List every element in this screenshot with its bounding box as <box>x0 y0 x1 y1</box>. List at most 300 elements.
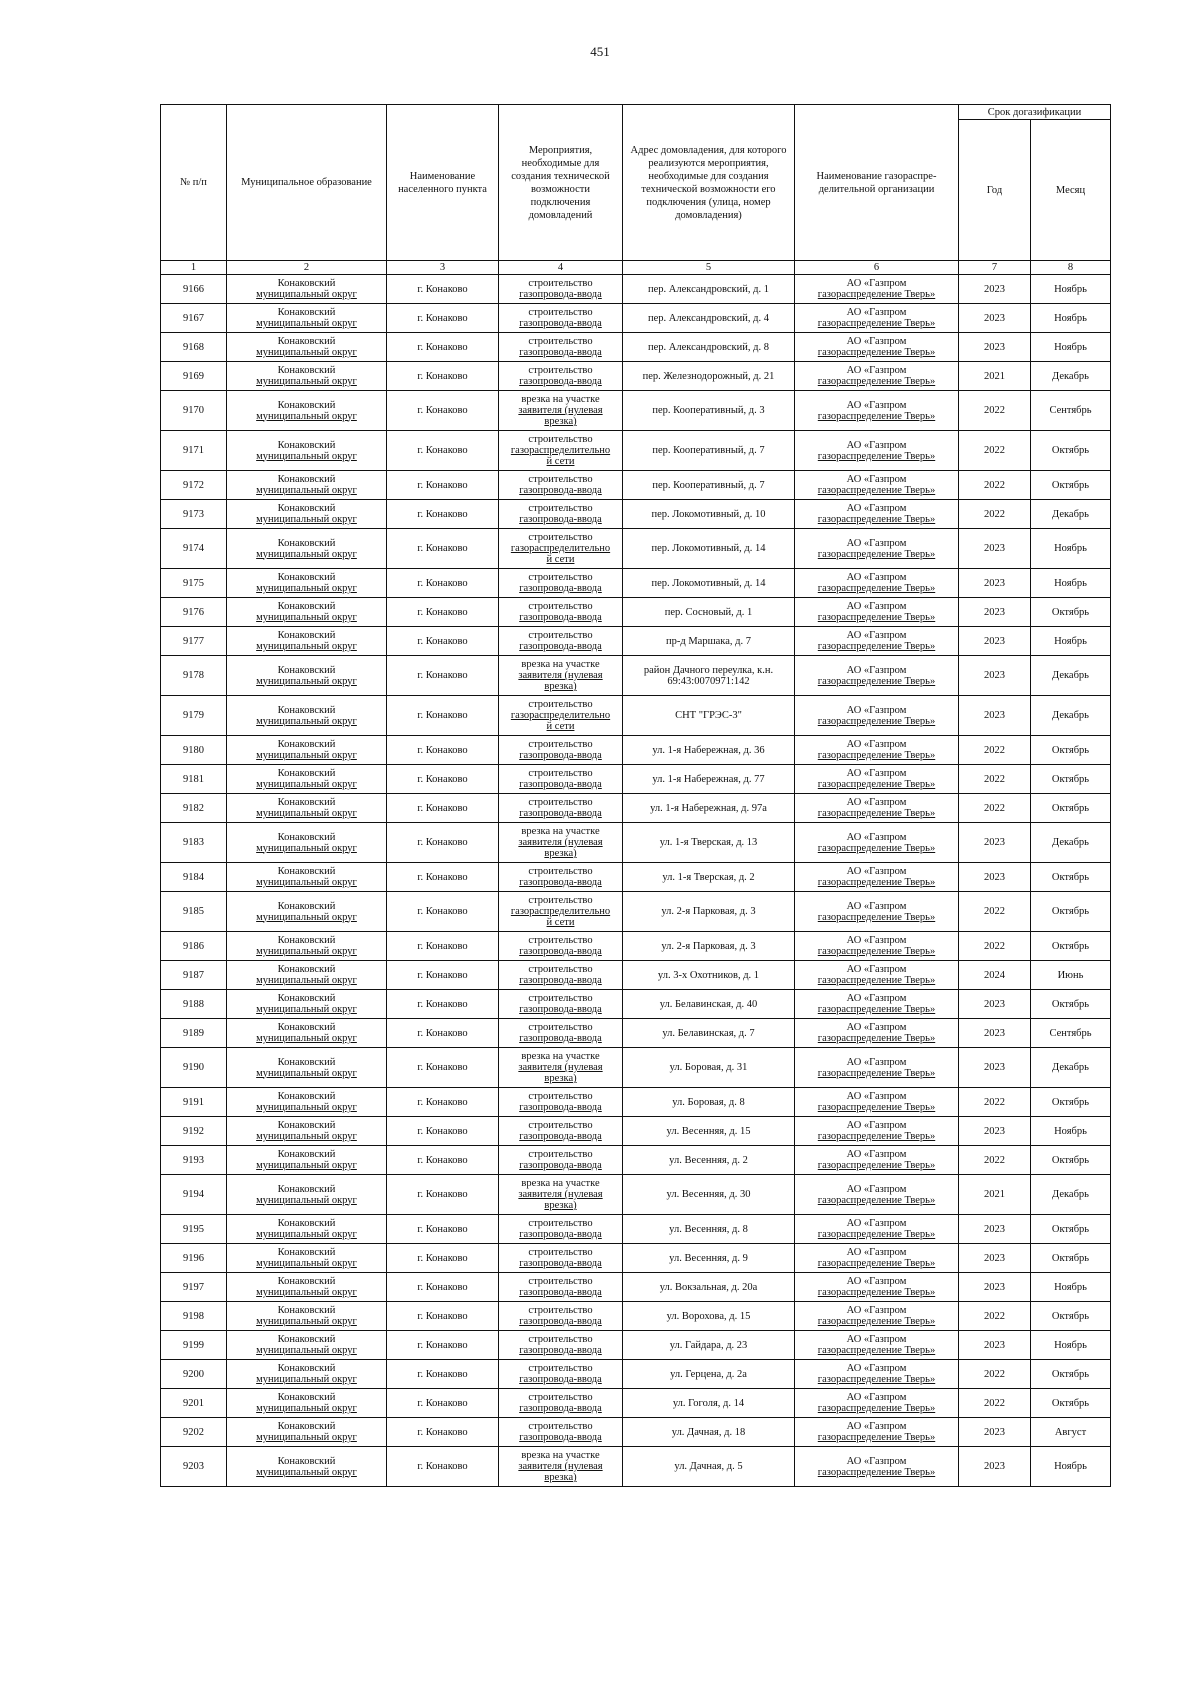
municipality-cell <box>227 823 387 863</box>
settlement-cell: г. Конаково <box>387 990 499 1019</box>
gdo-branch: газораспределение Тверь» <box>817 1229 936 1240</box>
measures-cell <box>499 1273 623 1302</box>
address-cell: ул. 2-я Парковая, д. 3 <box>623 892 795 932</box>
settlement-cell: г. Конаково <box>387 961 499 990</box>
measures-line: газопровода-ввода <box>519 1033 602 1044</box>
settlement-cell: г. Конаково <box>387 1418 499 1447</box>
municipality-type: муниципальный округ <box>256 641 357 652</box>
gdo-name: АО «Газпром <box>846 474 907 485</box>
address-cell: пр-д Маршака, д. 7 <box>623 627 795 656</box>
measures-cell <box>499 598 623 627</box>
measures-line: строительство <box>528 278 593 289</box>
measures-line: врезка) <box>544 1472 577 1483</box>
settlement-cell: г. Конаково <box>387 304 499 333</box>
address-cell: пер. Локомотивный, д. 10 <box>623 500 795 529</box>
table-row <box>161 431 1111 471</box>
measures-line: газопровода-ввода <box>519 1229 602 1240</box>
month-cell: Сентябрь <box>1031 1019 1111 1048</box>
gdo-cell <box>795 1117 959 1146</box>
measures-line: заявителя (нулевая <box>518 1062 603 1073</box>
table-row <box>161 990 1111 1019</box>
municipality-name: Конаковский <box>277 537 336 549</box>
municipality-type: муниципальный округ <box>256 612 357 623</box>
year-cell: 2023 <box>959 1117 1031 1146</box>
gdo-name: АО «Газпром <box>846 964 907 975</box>
address-cell: ул. Весенняя, д. 15 <box>623 1117 795 1146</box>
table-row <box>161 1418 1111 1447</box>
row-number-cell: 9182 <box>161 794 227 823</box>
settlement-cell: г. Конаково <box>387 794 499 823</box>
measures-line: строительство <box>528 630 593 641</box>
gdo-cell <box>795 569 959 598</box>
month-cell: Октябрь <box>1031 863 1111 892</box>
gdo-cell <box>795 863 959 892</box>
address-cell: пер. Александровский, д. 8 <box>623 333 795 362</box>
month-cell: Октябрь <box>1031 892 1111 932</box>
municipality-name: Конаковский <box>277 572 336 583</box>
measures-line: строительство <box>528 1120 593 1131</box>
gdo-branch: газораспределение Тверь» <box>817 318 936 329</box>
column-number: 2 <box>227 261 387 275</box>
address-cell: ул. 3-х Охотников, д. 1 <box>623 961 795 990</box>
table-row <box>161 1117 1111 1146</box>
gdo-cell <box>795 892 959 932</box>
row-number-cell: 9194 <box>161 1175 227 1215</box>
header-address: Адрес домовладения, для которого реализуются мероприятия, необходимые для создания технической возможности его подключения (улица, номер домовладения) <box>623 105 795 261</box>
gdo-name: АО «Газпром <box>846 572 907 583</box>
municipality-cell <box>227 1331 387 1360</box>
row-number-cell: 9181 <box>161 765 227 794</box>
month-cell: Октябрь <box>1031 1088 1111 1117</box>
table-row <box>161 1302 1111 1331</box>
gdo-branch: газораспределение Тверь» <box>817 583 936 594</box>
table-row <box>161 529 1111 569</box>
municipality-type: муниципальный округ <box>256 1316 357 1327</box>
year-cell: 2022 <box>959 736 1031 765</box>
month-cell: Декабрь <box>1031 1175 1111 1215</box>
month-cell: Октябрь <box>1031 932 1111 961</box>
municipality-cell <box>227 1389 387 1418</box>
gdo-branch: газораспределение Тверь» <box>817 347 936 358</box>
month-cell: Октябрь <box>1031 765 1111 794</box>
municipality-name: Конаковский <box>277 935 336 946</box>
municipality-cell <box>227 1146 387 1175</box>
month-cell: Октябрь <box>1031 1360 1111 1389</box>
gdo-name: АО «Газпром <box>846 399 907 411</box>
settlement-cell: г. Конаково <box>387 1389 499 1418</box>
gdo-branch: газораспределение Тверь» <box>817 675 936 687</box>
row-number-cell: 9201 <box>161 1389 227 1418</box>
municipality-name: Конаковский <box>277 739 336 750</box>
municipality-cell <box>227 1215 387 1244</box>
municipality-name: Конаковский <box>277 704 336 716</box>
measures-cell <box>499 892 623 932</box>
table-row <box>161 932 1111 961</box>
measures-cell <box>499 1244 623 1273</box>
address-cell: пер. Сосновый, д. 1 <box>623 598 795 627</box>
gdo-name: АО «Газпром <box>846 704 907 716</box>
gdo-name: АО «Газпром <box>846 1334 907 1345</box>
measures-line: строительство <box>528 1363 593 1374</box>
table-row <box>161 1360 1111 1389</box>
gdo-cell <box>795 431 959 471</box>
gdo-name: АО «Газпром <box>846 797 907 808</box>
row-number-cell: 9176 <box>161 598 227 627</box>
month-cell: Октябрь <box>1031 1302 1111 1331</box>
gdo-cell <box>795 1215 959 1244</box>
gdo-branch: газораспределение Тверь» <box>817 877 936 888</box>
address-cell: ул. Весенняя, д. 30 <box>623 1175 795 1215</box>
municipality-name: Конаковский <box>277 1363 336 1374</box>
measures-line: строительство <box>528 307 593 318</box>
measures-cell <box>499 1175 623 1215</box>
gdo-cell <box>795 1244 959 1273</box>
municipality-cell <box>227 656 387 696</box>
row-number-cell: 9197 <box>161 1273 227 1302</box>
measures-cell <box>499 1117 623 1146</box>
year-cell: 2023 <box>959 598 1031 627</box>
gdo-branch: газораспределение Тверь» <box>817 1033 936 1044</box>
settlement-cell: г. Конаково <box>387 736 499 765</box>
settlement-cell: г. Конаково <box>387 1146 499 1175</box>
gdo-cell <box>795 656 959 696</box>
municipality-type: муниципальный округ <box>256 975 357 986</box>
year-cell: 2024 <box>959 961 1031 990</box>
municipality-name: Конаковский <box>277 1392 336 1403</box>
address-cell: пер. Локомотивный, д. 14 <box>623 569 795 598</box>
month-cell: Октябрь <box>1031 1389 1111 1418</box>
settlement-cell: г. Конаково <box>387 275 499 304</box>
municipality-name: Конаковский <box>277 1056 336 1068</box>
gdo-name: АО «Газпром <box>846 439 907 451</box>
municipality-cell <box>227 990 387 1019</box>
year-cell: 2021 <box>959 362 1031 391</box>
address-cell: ул. Гайдара, д. 23 <box>623 1331 795 1360</box>
measures-line: строительство <box>528 336 593 347</box>
municipality-cell <box>227 1273 387 1302</box>
month-cell: Октябрь <box>1031 1146 1111 1175</box>
page-number: 451 <box>590 44 610 59</box>
settlement-cell: г. Конаково <box>387 765 499 794</box>
measures-line: газораспределительно <box>510 543 611 554</box>
column-number: 6 <box>795 261 959 275</box>
municipality-type: муниципальный округ <box>256 842 357 854</box>
settlement-cell: г. Конаково <box>387 333 499 362</box>
municipality-name: Конаковский <box>277 399 336 411</box>
measures-cell <box>499 1418 623 1447</box>
gdo-name: АО «Газпром <box>846 739 907 750</box>
table-row <box>161 1244 1111 1273</box>
gdo-cell <box>795 1273 959 1302</box>
year-cell: 2023 <box>959 1019 1031 1048</box>
measures-line: строительство <box>528 935 593 946</box>
gdo-cell <box>795 990 959 1019</box>
address-cell: ул. Вокзальная, д. 20а <box>623 1273 795 1302</box>
municipality-name: Конаковский <box>277 1091 336 1102</box>
settlement-cell: г. Конаково <box>387 1048 499 1088</box>
measures-line: строительство <box>528 1276 593 1287</box>
address-cell: ул. Ворохова, д. 15 <box>623 1302 795 1331</box>
measures-line: строительство <box>528 532 593 543</box>
measures-line: строительство <box>528 365 593 376</box>
municipality-name: Конаковский <box>277 1218 336 1229</box>
municipality-cell <box>227 1360 387 1389</box>
measures-cell <box>499 863 623 892</box>
settlement-cell: г. Конаково <box>387 391 499 431</box>
municipality-type: муниципальный округ <box>256 1374 357 1385</box>
gdo-branch: газораспределение Тверь» <box>817 1131 936 1142</box>
municipality-name: Конаковский <box>277 439 336 451</box>
measures-line: строительство <box>528 474 593 485</box>
municipality-name: Конаковский <box>277 474 336 485</box>
table-body <box>161 275 1111 1487</box>
month-cell: Октябрь <box>1031 1244 1111 1273</box>
year-cell: 2023 <box>959 696 1031 736</box>
municipality-name: Конаковский <box>277 307 336 318</box>
measures-line: строительство <box>528 993 593 1004</box>
measures-line: строительство <box>528 1334 593 1345</box>
gdo-branch: газораспределение Тверь» <box>817 750 936 761</box>
measures-cell <box>499 696 623 736</box>
measures-cell <box>499 529 623 569</box>
settlement-cell: г. Конаково <box>387 892 499 932</box>
gdo-branch: газораспределение Тверь» <box>817 548 936 560</box>
gdo-branch: газораспределение Тверь» <box>817 289 936 300</box>
municipality-name: Конаковский <box>277 900 336 912</box>
municipality-type: муниципальный округ <box>256 450 357 462</box>
table-row <box>161 275 1111 304</box>
municipality-cell <box>227 362 387 391</box>
settlement-cell: г. Конаково <box>387 1360 499 1389</box>
municipality-type: муниципальный округ <box>256 347 357 358</box>
municipality-name: Конаковский <box>277 831 336 843</box>
table-row <box>161 1273 1111 1302</box>
measures-cell <box>499 431 623 471</box>
municipality-name: Конаковский <box>277 336 336 347</box>
measures-line: газопровода-ввода <box>519 808 602 819</box>
row-number-cell: 9191 <box>161 1088 227 1117</box>
measures-line: врезка на участке <box>521 659 600 670</box>
month-cell: Ноябрь <box>1031 1447 1111 1487</box>
column-number: 8 <box>1031 261 1111 275</box>
municipality-type: муниципальный округ <box>256 1033 357 1044</box>
header-month: Месяц <box>1031 120 1111 261</box>
gdo-cell <box>795 736 959 765</box>
settlement-cell: г. Конаково <box>387 1447 499 1487</box>
gdo-cell <box>795 1331 959 1360</box>
gdo-cell <box>795 598 959 627</box>
year-cell: 2023 <box>959 333 1031 362</box>
measures-cell <box>499 656 623 696</box>
gdo-branch: газораспределение Тверь» <box>817 808 936 819</box>
measures-line: газопровода-ввода <box>519 975 602 986</box>
municipality-cell <box>227 696 387 736</box>
header-year: Год <box>959 120 1031 261</box>
municipality-name: Конаковский <box>277 1334 336 1345</box>
municipality-cell <box>227 500 387 529</box>
month-cell: Октябрь <box>1031 431 1111 471</box>
municipality-type: муниципальный округ <box>256 1194 357 1206</box>
year-cell: 2022 <box>959 765 1031 794</box>
address-cell: ул. Весенняя, д. 2 <box>623 1146 795 1175</box>
gdo-branch: газораспределение Тверь» <box>817 1258 936 1269</box>
address-cell: ул. 1-я Набережная, д. 77 <box>623 765 795 794</box>
measures-line: газопровода-ввода <box>519 1258 602 1269</box>
settlement-cell: г. Конаково <box>387 823 499 863</box>
header-gdo: Наименование газораспре-делительной организации <box>795 105 959 261</box>
row-number-cell: 9188 <box>161 990 227 1019</box>
address-cell: пер. Александровский, д. 1 <box>623 275 795 304</box>
month-cell: Октябрь <box>1031 471 1111 500</box>
measures-cell <box>499 304 623 333</box>
gdo-branch: газораспределение Тверь» <box>817 1316 936 1327</box>
gdo-branch: газораспределение Тверь» <box>817 1466 936 1478</box>
row-number-cell: 9189 <box>161 1019 227 1048</box>
municipality-cell <box>227 431 387 471</box>
municipality-name: Конаковский <box>277 964 336 975</box>
measures-line: строительство <box>528 1305 593 1316</box>
row-number-cell: 9179 <box>161 696 227 736</box>
table-row <box>161 1175 1111 1215</box>
year-cell: 2023 <box>959 1447 1031 1487</box>
measures-line: строительство <box>528 739 593 750</box>
row-number-cell: 9185 <box>161 892 227 932</box>
measures-line: строительство <box>528 964 593 975</box>
year-cell: 2023 <box>959 1048 1031 1088</box>
municipality-type: муниципальный округ <box>256 715 357 727</box>
settlement-cell: г. Конаково <box>387 471 499 500</box>
gdo-name: АО «Газпром <box>846 1056 907 1068</box>
gdo-cell <box>795 1146 959 1175</box>
row-number-cell: 9171 <box>161 431 227 471</box>
measures-line: заявителя (нулевая <box>518 670 603 681</box>
measures-line: строительство <box>528 601 593 612</box>
municipality-type: муниципальный округ <box>256 318 357 329</box>
measures-cell <box>499 500 623 529</box>
year-cell: 2022 <box>959 1088 1031 1117</box>
municipality-type: муниципальный округ <box>256 946 357 957</box>
measures-cell <box>499 391 623 431</box>
table-row <box>161 961 1111 990</box>
measures-cell <box>499 471 623 500</box>
gdo-cell <box>795 765 959 794</box>
municipality-name: Конаковский <box>277 1276 336 1287</box>
municipality-type: муниципальный округ <box>256 410 357 422</box>
municipality-type: муниципальный округ <box>256 583 357 594</box>
row-number-cell: 9192 <box>161 1117 227 1146</box>
table-row <box>161 1389 1111 1418</box>
gdo-cell <box>795 1302 959 1331</box>
measures-line: строительство <box>528 866 593 877</box>
row-number-cell: 9174 <box>161 529 227 569</box>
measures-line: газопровода-ввода <box>519 318 602 329</box>
municipality-cell <box>227 304 387 333</box>
municipality-cell <box>227 471 387 500</box>
gdo-branch: газораспределение Тверь» <box>817 1102 936 1113</box>
municipality-name: Конаковский <box>277 768 336 779</box>
row-number-cell: 9178 <box>161 656 227 696</box>
gdo-name: АО «Газпром <box>846 601 907 612</box>
gdo-name: АО «Газпром <box>846 1149 907 1160</box>
column-number: 4 <box>499 261 623 275</box>
municipality-name: Конаковский <box>277 1305 336 1316</box>
settlement-cell: г. Конаково <box>387 627 499 656</box>
month-cell: Октябрь <box>1031 598 1111 627</box>
measures-line: врезка) <box>544 1200 577 1211</box>
gdo-cell <box>795 696 959 736</box>
municipality-type: муниципальный округ <box>256 1102 357 1113</box>
address-cell: ул. Герцена, д. 2а <box>623 1360 795 1389</box>
measures-line: газопровода-ввода <box>519 1432 602 1443</box>
address-cell: район Дачного переулка, к.н. 69:43:0070971:142 <box>623 656 795 696</box>
municipality-name: Конаковский <box>277 1455 336 1467</box>
year-cell: 2023 <box>959 1244 1031 1273</box>
address-cell: ул. Белавинская, д. 40 <box>623 990 795 1019</box>
address-cell: ул. 1-я Набережная, д. 36 <box>623 736 795 765</box>
settlement-cell: г. Конаково <box>387 863 499 892</box>
gdo-branch: газораспределение Тверь» <box>817 779 936 790</box>
row-number-cell: 9190 <box>161 1048 227 1088</box>
year-cell: 2022 <box>959 1389 1031 1418</box>
measures-line: врезка) <box>544 848 577 859</box>
measures-line: заявителя (нулевая <box>518 837 603 848</box>
measures-line: строительство <box>528 434 593 445</box>
gdo-cell <box>795 304 959 333</box>
gdo-cell <box>795 333 959 362</box>
address-cell: ул. Белавинская, д. 7 <box>623 1019 795 1048</box>
header-deadline: Срок догазификации <box>959 105 1111 120</box>
measures-line: газопровода-ввода <box>519 1160 602 1171</box>
settlement-cell: г. Конаково <box>387 932 499 961</box>
month-cell: Ноябрь <box>1031 333 1111 362</box>
measures-line: заявителя (нулевая <box>518 1189 603 1200</box>
row-number-cell: 9200 <box>161 1360 227 1389</box>
municipality-name: Конаковский <box>277 797 336 808</box>
municipality-cell <box>227 529 387 569</box>
measures-line: врезка) <box>544 1073 577 1084</box>
municipality-type: муниципальный округ <box>256 1131 357 1142</box>
address-cell: ул. Дачная, д. 5 <box>623 1447 795 1487</box>
measures-cell <box>499 1447 623 1487</box>
row-number-cell: 9166 <box>161 275 227 304</box>
month-cell: Ноябрь <box>1031 304 1111 333</box>
measures-line: газопровода-ввода <box>519 1316 602 1327</box>
month-cell: Октябрь <box>1031 794 1111 823</box>
municipality-name: Конаковский <box>277 1022 336 1033</box>
measures-cell <box>499 1331 623 1360</box>
gdo-cell <box>795 1389 959 1418</box>
column-number-row <box>161 261 1111 275</box>
municipality-cell <box>227 1019 387 1048</box>
gdo-cell <box>795 627 959 656</box>
municipality-cell <box>227 892 387 932</box>
table-row <box>161 656 1111 696</box>
address-cell: пер. Кооперативный, д. 7 <box>623 471 795 500</box>
measures-line: заявителя (нулевая <box>518 405 603 416</box>
measures-cell <box>499 765 623 794</box>
gdo-cell <box>795 1447 959 1487</box>
measures-line: газопровода-ввода <box>519 877 602 888</box>
year-cell: 2023 <box>959 1273 1031 1302</box>
month-cell: Декабрь <box>1031 823 1111 863</box>
municipality-name: Конаковский <box>277 664 336 676</box>
measures-line: врезка) <box>544 416 577 427</box>
table-row <box>161 333 1111 362</box>
row-number-cell: 9193 <box>161 1146 227 1175</box>
measures-cell <box>499 823 623 863</box>
gdo-branch: газораспределение Тверь» <box>817 1067 936 1079</box>
table-row <box>161 823 1111 863</box>
